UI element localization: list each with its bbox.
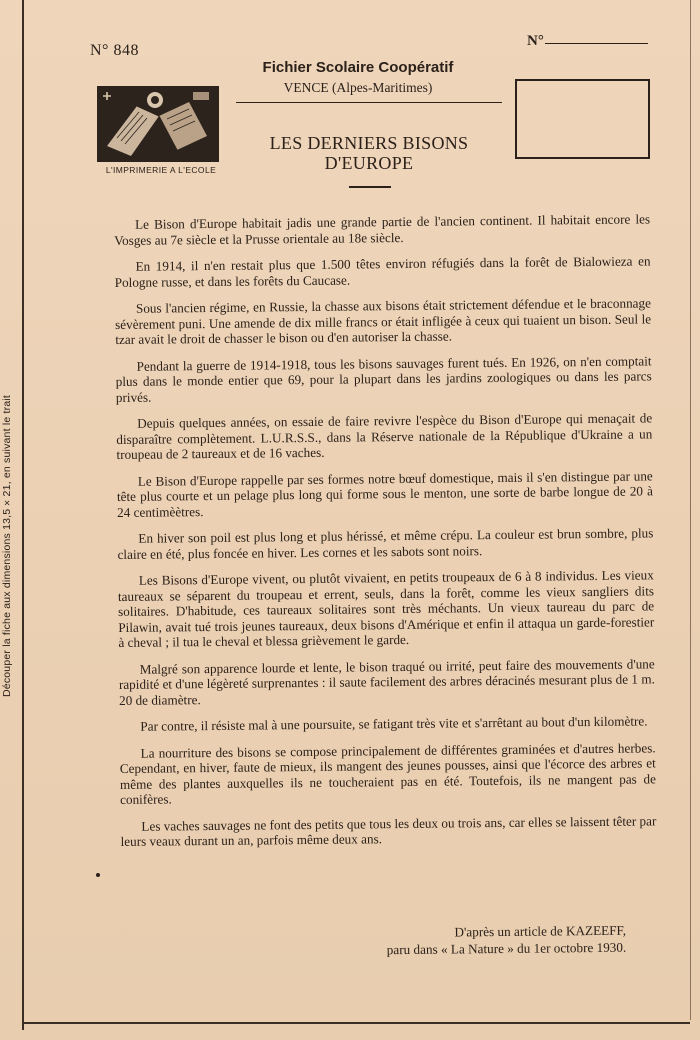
- cut-line-bottom: [22, 1022, 690, 1024]
- attribution: [310, 922, 626, 959]
- attribution-line-2: paru dans « La Nature » du 1er octobre 1930.: [386, 939, 627, 958]
- fiche-number: N° 848: [90, 42, 139, 59]
- publisher-location: VENCE (Alpes-Maritimes): [283, 80, 433, 95]
- header-divider: [236, 102, 502, 103]
- number-label: N°: [527, 33, 544, 49]
- paragraph: En hiver son poil est plus long et plus hérissé, et même crépu. La couleur est brun sombre, plus claire en été, plus foncée en hiver. Les cornes et les sabots sont noirs.: [117, 525, 654, 562]
- paragraph: Sous l'ancien régime, en Russie, la chasse aux bisons était strictement défendue et le braconnage sévèrement puni. Une amende de dix mille francs or était infligée à ceux qui tuaient un bison. Seul le tzar avait le droit de chasser le bison ou d'en autoriser la chasse.: [115, 295, 652, 347]
- paragraph: Depuis quelques années, on essaie de faire revivre l'espèce du Bison d'Europe qui menaçait de disparaître complètement. L.U.R.S.S., dans la Réserve nationale de la République d'Ukraine a un troupeau de 2 taureaux et de 16 vaches.: [116, 410, 653, 462]
- title-line-1: LES DERNIERS BISONS: [269, 133, 469, 153]
- page-edge-right: [690, 0, 691, 1020]
- margin-dot: [96, 873, 100, 877]
- paragraph: Le Bison d'Europe rappelle par ses formes notre bœuf domestique, mais il s'en distingue par une tête plus courte et un pelage plus long qui forme sous le menton, une sorte de barbe longue de 20 à 24 centimèètres.: [116, 467, 653, 520]
- paragraph: Le Bison d'Europe habitait jadis une grande partie de l'ancien continent. Il habitait encore les Vosges au 7e siècle et la Prusse orientale au 18e siècle.: [114, 211, 651, 248]
- number-blank-line: [545, 43, 648, 44]
- paragraph: La nourriture des bisons se compose principalement de différentes graminées et d'autres herbes. Cependant, en hiver, faute de mieux, ils mangent des jeunes pousses, ainsi que l'écorce des arbres et même des plantes auxquelles ils ne toucheraient pas en été. Toutefois, ils ne mangent pas de conifères.: [119, 739, 656, 807]
- publisher-name: Fichier Scolaire Coopératif: [262, 59, 454, 76]
- title-underline: [349, 186, 391, 188]
- paragraph: Les vaches sauvages ne font des petits que tous les deux ou trois ans, car elles se laissent têter par leurs veaux durant un an, parfois même deux ans.: [120, 812, 657, 849]
- document-title: [236, 133, 502, 173]
- paragraph: Malgré son apparence lourde et lente, le bison traqué ou irrité, peut faire des mouvements d'une rapidité et d'une légèreté surprenantes : il saute facilement des arbres déracinés mesurant plus de 1 m. 20 de diamètre.: [118, 655, 655, 708]
- paragraph: Pendant la guerre de 1914-1918, tous les bisons sauvages furent tués. En 1926, on n'en comptait plus dans le monde entier que 69, pour la plupart dans les jardins zoologiques ou dans les parcs privés.: [115, 352, 652, 405]
- cut-line-left: [22, 0, 24, 1030]
- paragraph: Les Bisons d'Europe vivent, ou plutôt vivaient, en petits troupeaux de 6 à 8 individus. Les vieux taureaux se séparent du troupeau et errent, seuls, dans la forêt, comme les vieux sangliers dits solitaires. D'habitude, ces taureaux solitaires sont très méchants. Un vieux taureau du parc de Pilawin, avait tué trois jeunes taureaux, deux bisons d'Amérique et enfin il attaqua un garde-forestier à cheval ; il tua le cheval et blessa grièvement le garde.: [117, 567, 655, 650]
- title-line-2: D'EUROPE: [324, 153, 414, 173]
- classification-box: [515, 79, 650, 159]
- printing-press-logo: [97, 86, 219, 162]
- logo-caption: L'IMPRIMERIE A L'ECOLE: [105, 165, 217, 175]
- paragraph: En 1914, il n'en restait plus que 1.500 têtes environ réfugiés dans la forêt de Bialowieza en Pologne russe, et dans les forêts du Caucase.: [114, 253, 651, 290]
- cutting-instruction: Découper la fiche aux dimensions 13,5×21, en suivant le trait: [1, 394, 13, 697]
- paragraph: Par contre, il résiste mal à une poursuite, se fatigant très vite et s'arrêtant au bout d'un kilomètre.: [140, 713, 648, 734]
- attribution-line-1: D'après un article de KAZEEFF,: [454, 922, 627, 940]
- article-body: [114, 211, 657, 860]
